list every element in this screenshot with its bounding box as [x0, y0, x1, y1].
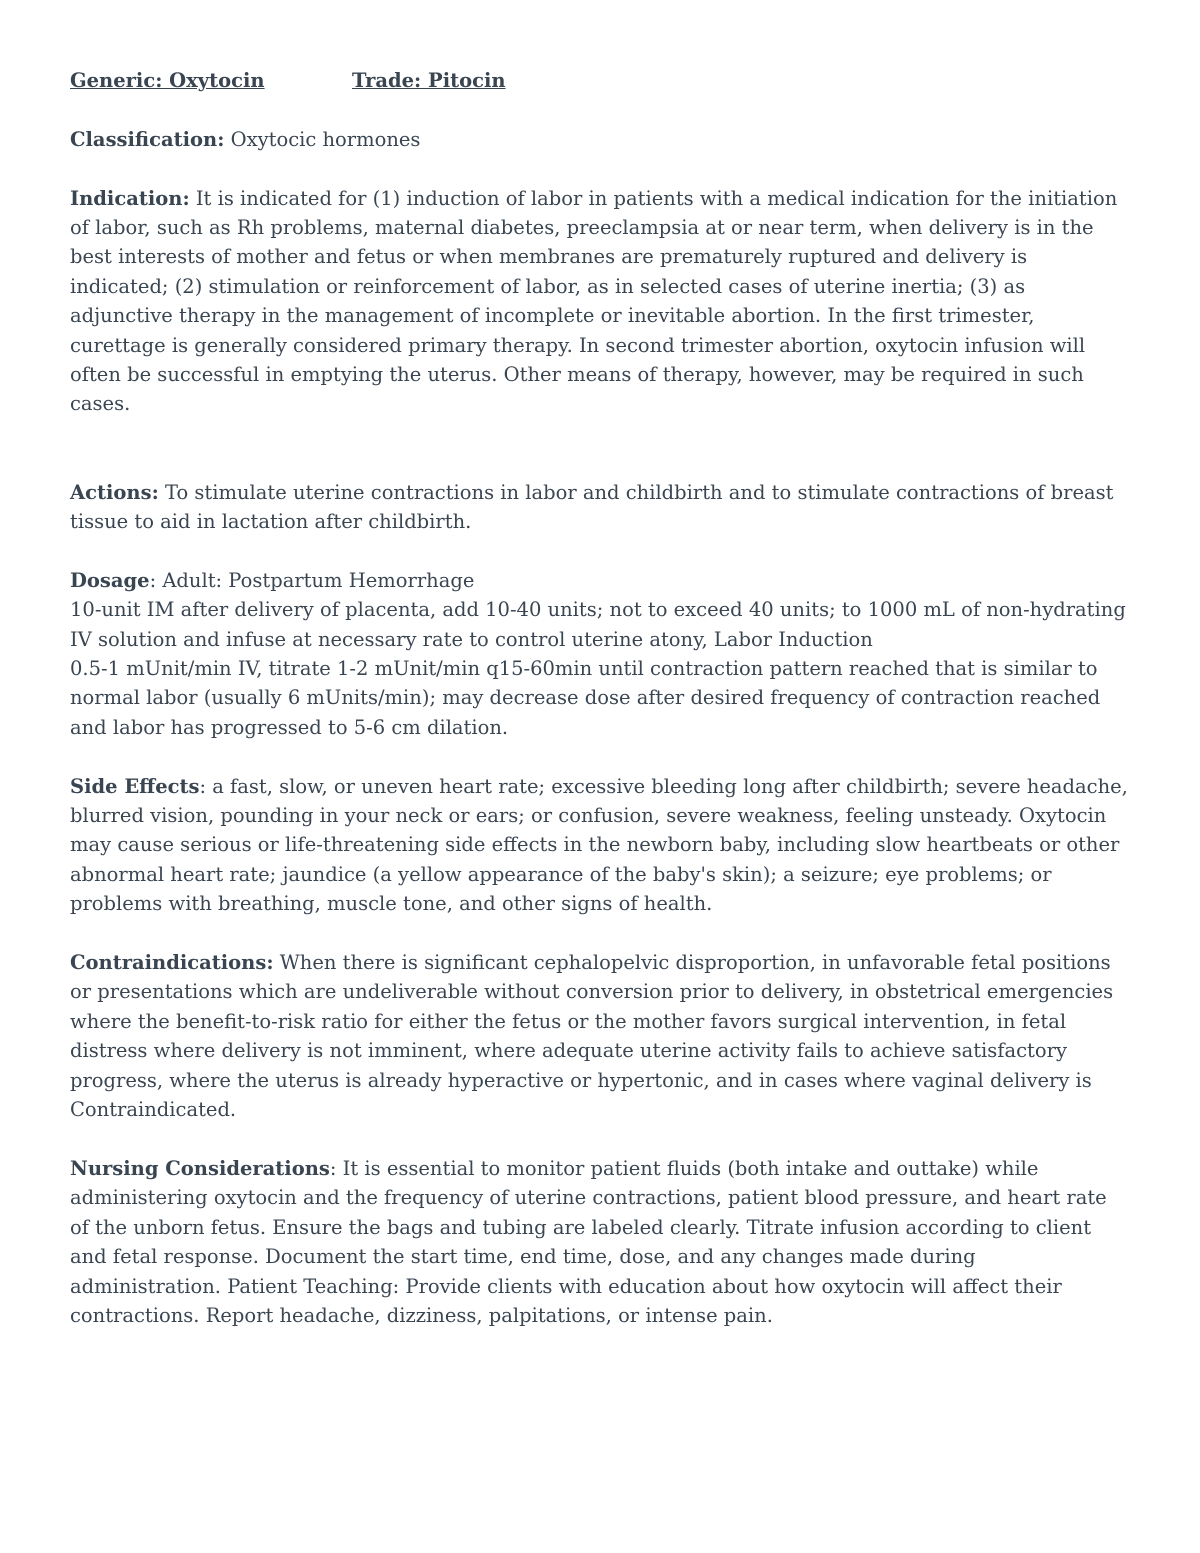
classification-text: Oxytocic hormones — [224, 127, 421, 151]
indication-label: Indication: — [70, 186, 190, 210]
blank-spacer — [70, 448, 1130, 477]
side-effects-section — [70, 772, 1130, 919]
contraindications-text: When there is significant cephalopelvic disproportion, in unfavorable fetal positions or presentations which are undeliverable without conversion prior to delivery, in obstetrical emergencies where the benefit-to-risk ratio for either the fetus or the mother favors surgical intervention, in fetal distress where delivery is not imminent, where adequate uterine activity fails to achieve satisfactory progress, where the uterus is already hyperactive or hypertonic, and in cases where vaginal delivery is Contraindicated. — [70, 951, 1114, 1122]
contraindications-section — [70, 948, 1130, 1124]
dosage-line-1: : Adult: Postpartum Hemorrhage — [149, 568, 475, 592]
generic-name: Generic: Oxytocin — [70, 69, 265, 92]
classification-section — [70, 125, 1130, 154]
actions-section — [70, 478, 1130, 537]
trade-name: Trade: Pitocin — [352, 69, 506, 92]
dosage-label: Dosage — [70, 568, 150, 592]
actions-label: Actions: — [70, 480, 159, 504]
indication-section — [70, 184, 1130, 419]
nursing-considerations-label: Nursing Considerations — [70, 1156, 330, 1180]
contraindications-label: Contraindications: — [70, 951, 274, 975]
drug-title-row — [70, 66, 1130, 95]
dosage-line-3: 0.5-1 mUnit/min IV, titrate 1-2 mUnit/min q15-60min until contraction pattern reached that is similar to normal labor (usually 6 mUnits/min); may decrease dose after desired frequency of contraction reached and labor has progressed to 5-6 cm dilation. — [70, 657, 1101, 739]
side-effects-label: Side Effects — [70, 774, 200, 798]
classification-label: Classification: — [70, 127, 225, 151]
dosage-line-2: 10-unit IM after delivery of placenta, add 10-40 units; not to exceed 40 units; to 1000 mL of non-hydrating IV solution and infuse at necessary rate to control uterine atony, Labor Induction — [70, 598, 1126, 651]
document-page — [70, 66, 1130, 1360]
nursing-considerations-section — [70, 1154, 1130, 1330]
actions-text: To stimulate uterine contractions in labor and childbirth and to stimulate contractions of breast tissue to aid in lactation after childbirth. — [70, 480, 1114, 534]
indication-text: It is indicated for (1) induction of labor in patients with a medical indication for the initiation of labor, such as Rh problems, maternal diabetes, preeclampsia at or near term, when delivery is in the best interests of mother and fetus or when membranes are prematurely ruptured and delivery is indicated; (2) stimulation or reinforcement of labor, as in selected cases of uterine inertia; (3) as adjunctive therapy in the management of incomplete or inevitable abortion. In the first trimester, curettage is generally considered primary therapy. In second trimester abortion, oxytocin infusion will often be successful in emptying the uterus. Other means of therapy, however, may be required in such cases. — [70, 186, 1118, 416]
dosage-section — [70, 566, 1130, 742]
nursing-considerations-text: : It is essential to monitor patient fluids (both intake and outtake) while administering oxytocin and the frequency of uterine contractions, patient blood pressure, and heart rate of the unborn fetus. Ensure the bags and tubing are labeled clearly. Titrate infusion according to client and fetal response. Document the start time, end time, dose, and any changes made during administration. Patient Teaching: Provide clients with education about how oxytocin will affect their contractions. Report headache, dizziness, palpitations, or intense pain. — [70, 1156, 1107, 1327]
side-effects-text: : a fast, slow, or uneven heart rate; excessive bleeding long after childbirth; severe headache, blurred vision, pounding in your neck or ears; or confusion, severe weakness, feeling unsteady. Oxytocin may cause serious or life-threatening side effects in the newborn baby, including slow heartbeats or other abnormal heart rate; jaundice (a yellow appearance of the baby's skin); a seizure; eye problems; or problems with breathing, muscle tone, and other signs of health. — [70, 774, 1128, 916]
